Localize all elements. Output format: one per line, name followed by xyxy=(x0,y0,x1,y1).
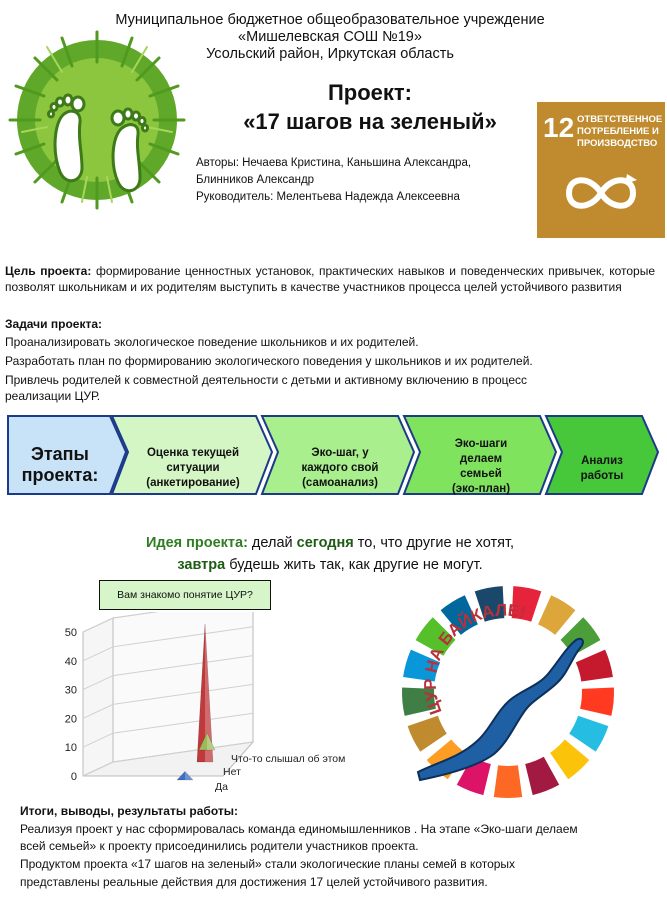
stage-line: Эко-шаг, у xyxy=(311,447,369,459)
chart-y-tick-label: 0 xyxy=(70,771,77,783)
infinity-icon xyxy=(555,168,647,218)
sdg-wheel-segment xyxy=(494,765,522,798)
project-name: «17 шагов на зеленый» xyxy=(243,109,497,134)
results-line: Реализуя проект у нас сформировалась команда единомышленников . На этапе «Эко-шаги делаем xyxy=(20,822,578,836)
stage-line: ситуации xyxy=(166,462,220,474)
chart-y-tick-label: 20 xyxy=(64,713,77,726)
authors-line-1: Авторы: Нечаева Кристина, Каньшина Александра, xyxy=(196,157,472,169)
sdg-wheel-segment xyxy=(576,650,613,682)
chart-category-label: Что-то слышал об этом xyxy=(231,753,346,765)
stage-line: (эко-план) xyxy=(451,483,511,495)
stage-line: (анкетирование) xyxy=(146,477,240,489)
stage-3-text xyxy=(420,437,542,497)
sdg-number: 12 xyxy=(543,112,575,143)
sdg-wheel-segment xyxy=(580,688,614,716)
stage-line: Эко-шаги xyxy=(454,438,508,450)
chart-y-tick-label: 50 xyxy=(64,627,77,639)
sdg-title: ОТВЕТСТВЕННОЕ ПОТРЕБЛЕНИЕ И ПРОИЗВОДСТВО xyxy=(577,114,663,149)
org-line-3: Усольский район, Иркутская область xyxy=(206,46,454,62)
supervisor: Руководитель: Мелентьева Надежда Алексеевна xyxy=(196,191,460,203)
emblem-text: ЦУР НА БАЙКАЛЕ! xyxy=(420,600,528,718)
stage-2-text xyxy=(278,446,402,491)
project-label: Проект: xyxy=(327,80,413,105)
results-line: Продуктом проекта «17 шагов на зеленый» стали экологические планы семей в которых xyxy=(20,857,516,871)
idea-line-2 xyxy=(60,554,600,576)
grass-footprints-logo xyxy=(2,22,192,218)
project-idea xyxy=(60,532,600,576)
stages-label-line: Этапы xyxy=(31,444,89,464)
task-item: Разработать план по формированию экологического поведения у школьников и их родителей. xyxy=(5,354,533,368)
idea-today: сегодня xyxy=(296,535,354,551)
task-item: реализации ЦУР. xyxy=(5,389,101,403)
stage-line: Оценка текущей xyxy=(146,447,240,459)
authors-block xyxy=(196,155,536,206)
chart-category-label: Нет xyxy=(223,766,241,778)
stages-label-line: проекта: xyxy=(21,465,99,485)
chart-y-tick-label: 10 xyxy=(64,742,77,755)
sdg-wheel-segment xyxy=(408,716,447,752)
sdg-wheel-segment xyxy=(525,757,559,795)
authors-line-2: Блинников Александр xyxy=(196,174,315,186)
idea-text: делай xyxy=(247,535,297,551)
idea-line-1 xyxy=(60,532,600,554)
stage-line: семьей xyxy=(460,468,502,480)
survey-chart xyxy=(55,612,375,802)
sdg-wheel-segment xyxy=(550,740,589,780)
stage-1-text xyxy=(128,446,258,491)
stage-4-text xyxy=(560,454,644,484)
idea-text: будешь жить так, как другие не могут. xyxy=(225,557,483,573)
results-line: представлены реальные действия для достижения 17 целей устойчивого развития. xyxy=(20,875,488,889)
chart-y-tick-label: 40 xyxy=(64,655,77,668)
results-label: Итоги, выводы, результаты работы: xyxy=(20,804,238,818)
stage-line: (самоанализ) xyxy=(302,477,378,489)
results-line: всей семьей» к проекту присоединились родители участников проекта. xyxy=(20,839,419,853)
org-line-1: Муниципальное бюджетное общеобразовательное учреждение xyxy=(115,12,545,28)
stages-label xyxy=(8,444,112,486)
stage-line: Анализ xyxy=(581,455,623,467)
task-item: Проанализировать экологическое поведение школьников и их родителей. xyxy=(5,335,419,349)
idea-text: то, что другие не хотят, xyxy=(353,535,515,551)
chart-side-wall xyxy=(83,618,113,776)
tasks-label: Задачи проекта: xyxy=(5,317,102,331)
idea-label: Идея проекта: xyxy=(145,535,248,551)
sdg-baikal-emblem xyxy=(398,582,618,802)
project-goal xyxy=(5,263,655,295)
goal-text: формирование ценностных установок, практических навыков и поведенческих привычек, которые позволят школьникам и их родителям выступить в качестве участников процесса целей устойчивого развития xyxy=(5,264,656,294)
chart-title: Вам знакомо понятие ЦУР? xyxy=(99,580,271,610)
stage-line: каждого свой xyxy=(301,462,379,474)
chart-category-label: Да xyxy=(215,781,228,793)
chart-y-tick-label: 30 xyxy=(64,684,77,697)
sdg-wheel-segment xyxy=(569,716,608,752)
org-line-2: «Мишелевская СОШ №19» xyxy=(238,29,422,45)
sdg-12-badge xyxy=(537,102,665,238)
idea-tomorrow: завтра xyxy=(177,557,226,573)
stage-line: делаем xyxy=(459,453,503,465)
sdg-wheel-segment xyxy=(538,595,575,635)
stage-line: работы xyxy=(580,470,624,482)
project-title xyxy=(200,78,540,136)
task-item: Привлечь родителей к совместной деятельности с детьми и активному включению в процесс xyxy=(5,373,528,387)
goal-label: Цель проекта: xyxy=(5,264,92,278)
